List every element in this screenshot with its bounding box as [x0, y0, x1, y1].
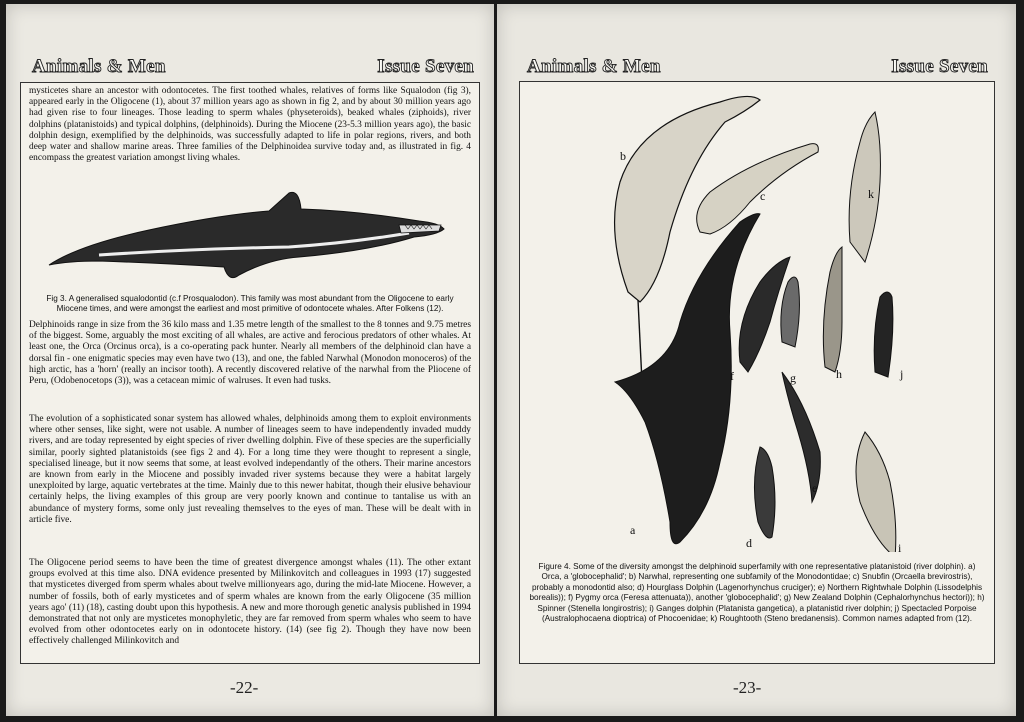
figure-frame — [519, 81, 995, 664]
paragraph-3: The evolution of a sophisticated sonar system has allowed whales, delphinoids among them to exploit environments where other senses, like sight, were not usable. A number of lineages seem to have independently invaded muddy rivers, and are today represented by eight species of river dwelling dolphin. Five of these species are the superficially similar, poorly sighted platanistoids (see figs 2 and 4). For a long time they were thought to represent a single, specialised lineage, but it now seems that some, at least evolved independantly of the others. Their marine ancestors are known from early in the Miocene and possibly invaded river systems because they were a habitat largely unexploited by large, aquatic vertebrates at the time. Mainly due to this newer habitat, though their elusive behaviour certainly helps, the living examples of this group are very poorly known and continue to tantalise us with an abundance of mystery forms, some only just revealing themselves to the eyes of man. These will be dealt with in article five. — [29, 414, 471, 525]
spinner-figure — [823, 247, 842, 372]
right-page — [497, 4, 1016, 716]
magazine-title: Animals & Men — [527, 56, 661, 77]
figure-4-caption: Figure 4. Some of the diversity amongst the delphinoid superfamily with one representative platanistoid (river dolphin). a) Orca, a 'globocephalid'; b) Narwhal, representing one subfamily of the Monodontidae; c) Snubfin (Orcaella brevirostris), probably a monodontid also; d) Hourglass Dolphin (Lagenorhynchus cruciger); e) Northern Rightwhale Dolphin (Lissodelphis borealis)); f) Pygmy orca (Feresa attenuata)), another 'globocephalid'; g) New Zealand Dolphin (Cephalorhynchus hectori)); h) Spinner (Stenella longirostris); i) Ganges dolphin (Platanista gangetica), a platanistid river dolphin; j) Spectacled Porpoise (Australophocaena dioptrica) of Phocoenidae; k) Roughtooth (Steno bredanensis). Common names adapted from (12). — [529, 562, 985, 624]
figure-label-k: k — [868, 187, 874, 201]
nz-dolphin-figure — [781, 277, 800, 347]
issue-label: Issue Seven — [377, 56, 474, 77]
figure-label-i: i — [898, 541, 902, 552]
figure-label-c: c — [760, 189, 766, 203]
page-number-right: -23- — [733, 678, 762, 697]
ganges-dolphin-figure — [856, 432, 896, 552]
roughtooth-figure — [849, 112, 880, 262]
page-number-left: -22- — [230, 678, 259, 697]
figure-label-h: h — [836, 367, 842, 381]
paragraph-4: The Oligocene period seems to have been the time of greatest divergence amongst whales (11). The other extant groups evolved at this time also. DNA evidence presented by Milinkovitch and colleagues in 1993 (17) suggested that mysticetes diverged from sperm whales about twelve millionyears ago, during the mid-late Miocene. However, a number of fossils, both of early mysticetes and of sperm whales are known from the early Oligocene (35 million years ago' (11) (18), casting doubt upon this hypothesis. A new and more thorough genetic analysis published in 1994 demonstrated that not only are mysticetes monophyletic, they are far removed from sperm whales who seem to have evolved from other odontocetes early on in odontocete history. (14) (see fig 2). Though they have now been effectively challenged Milinkovitch and — [29, 558, 471, 647]
figure-label-e: e — [812, 481, 818, 495]
snubfin-figure — [697, 144, 819, 234]
paragraph-2: Delphinoids range in size from the 36 kilo mass and 1.35 metre length of the smallest to the 8 tonnes and 9.75 metres of the biggest. Some, arguably the most exciting of all whales, are active and ferocious predators of other whales. At least one, the Orca (Orcinus orca), is a co-operating pack hunter. Nearly all members of the delphinoid clan have a dorsal fin - one enigmatic species may even have two (13), and one, the fabled Narwhal (Monodon monoceros) of the high arctic, has a 'horn' (really an incisor tooth). A recently discovered relative of the narwhal from the Pliocene of Peru, (Odobenocetops (3)), was a cetacean mimic of walruses. It even had tusks. — [29, 320, 471, 387]
figure-label-j: j — [900, 367, 904, 381]
paragraph-1: mysticetes share an ancestor with odontocetes. The first toothed whales, relatives of forms like Squalodon (fig 3), appeared early in the Oligocene (1), about 37 million years ago as shown in fig 2, and by about 30 million years ago had given rise to four lineages. Those leading to sperm whales (physeteroids), beaked whales (ziphoids), river dolphins (platanistoids) and typical dolphins, (delphinoids). During the Miocene (23-5.3 million years ago), the basic dolphin design, exemplified by the delphinoids, was successfully adapted to life in polar regions, rivers, and both deep water and shallow marine areas. Three families of the Delphinoidea survive today and, as illustrated in fig. 4 encompass the greatest variation amongst living whales. — [29, 86, 471, 164]
figure-label-g: g — [790, 371, 796, 385]
hourglass-dolphin-figure — [754, 447, 775, 538]
spectacled-porpoise-figure — [874, 292, 893, 377]
figure-label-a: a — [630, 523, 636, 537]
article-frame — [20, 82, 480, 664]
delphinoid-illustration — [520, 82, 994, 552]
squalodon-illustration — [39, 175, 459, 287]
figure-label-f: f — [730, 369, 734, 383]
issue-label: Issue Seven — [891, 56, 988, 77]
figure-label-d: d — [746, 536, 752, 550]
figure-3-caption: Fig 3. A generalised squalodontid (c.f Prosqualodon). This family was most abundant from the Oligocene to early Miocene times, and were amongst the earliest and most primitive of odontocete whales. After Folkens (12). — [46, 294, 454, 314]
left-page — [6, 4, 494, 716]
magazine-title: Animals & Men — [32, 56, 166, 77]
figure-label-b: b — [620, 149, 626, 163]
